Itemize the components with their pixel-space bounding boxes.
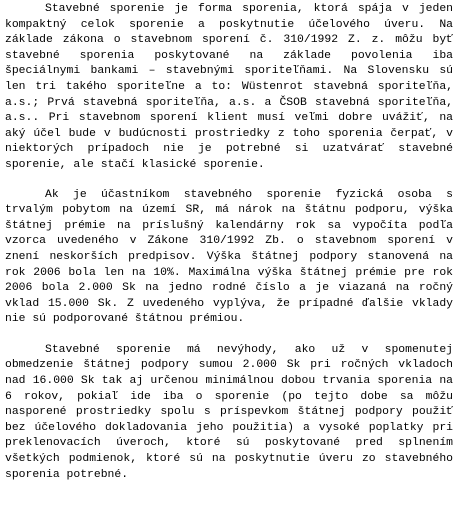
document-page xyxy=(5,0,453,483)
paragraph-building-savings-definition: Stavebné sporenie je forma sporenia, ktorá spája v jeden kompaktný celok sporenie a poskytnutie účelového úveru. Na základe zákona o stavebnom sporení č. 310/1992 Z. z. môžu byť stavebné sporenia poskytované na základe povolenia iba špeciálnymi bankami – stavebnými sporiteľňami. Na Slovensku sú len tri takého sporiteľne a to: Wüstenrot stavebná sporiteľňa, a.s.; Prvá stavebná sporiteľňa, a.s. a ČSOB stavebná sporiteľňa, a.s.. Pri stavebnom sporení klient musí veľmi dobre uvážiť, na aký účel bude v budúcnosti prostriedky z toho sporenia čerpať, v niektorých prípadoch nie je potrebné si uzatvárať stavebné sporenie, ale stačí klasické sporenie. xyxy=(5,3,453,171)
paragraph-disadvantages: Stavebné sporenie má nevýhody, ako už v spomenutej obmedzenie štátnej podpory sumou 2.000 Sk pri ročných vkladoch nad 16.000 Sk tak aj určenou minimálnou dobou trvania sporenia na 6 rokov, pokiaľ ide iba o sporenie (po tejto dobe sa môžu nasporené prostriedky spolu s príspevkom štátnej podpory použiť bez účelového dokladovania jeho použitia) a vysoké poplatky pri preklenovacích úveroch, ktoré sú poskytované pred splnením všetkých podmienok, ktoré sú na poskytnutie úveru zo stavebného sporenia potrebné. xyxy=(5,343,453,481)
paragraph-state-support: Ak je účastníkom stavebného sporenie fyzická osoba s trvalým pobytom na území SR, má nárok na štátnu podporu, výška štátnej prémie na príslušný kalendárny rok sa vypočíta podľa vzorca uvedeného v Zákone 310/1992 Zb. o stavebnom sporení v znení neskorších predpisov. Výška štátnej podpory stanovená na rok 2006 bola len na 10%. Maximálna výška štátnej prémie pre rok 2006 bola 2.000 Sk na jedno rodné číslo a je viazaná na ročný vklad 15.000 Sk. Z uvedeného vyplýva, že prípadné ďalšie vklady nie sú podporované štátnou prémiou. xyxy=(5,188,453,326)
